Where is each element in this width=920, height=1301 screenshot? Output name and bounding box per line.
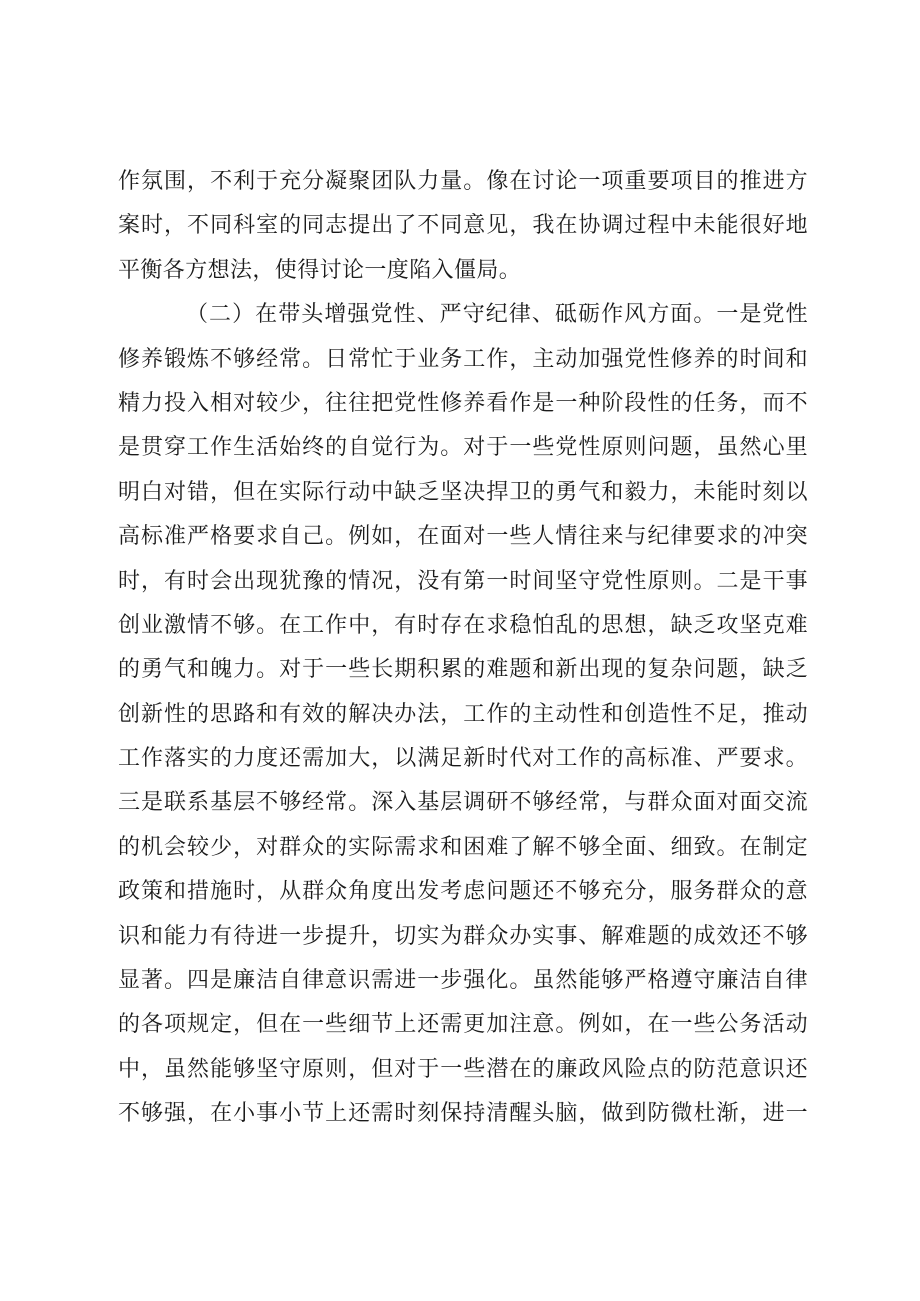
text-line: 创业激情不够。在工作中，有时存在求稳怕乱的思想，缺乏攻坚克难	[118, 612, 808, 638]
text-line: 的机会较少，对群众的实际需求和困难了解不够全面、细致。在制定	[118, 834, 808, 860]
text-line: 精力投入相对较少，往往把党性修养看作是一种阶段性的任务，而不	[118, 390, 808, 416]
text-line: 显著。四是廉洁自律意识需进一步强化。虽然能够严格遵守廉洁自律	[118, 968, 808, 994]
section-heading-line: （二）在带头增强党性、严守纪律、砥砺作风方面。一是党性	[186, 302, 808, 328]
text-line: 的各项规定，但在一些细节上还需更加注意。例如，在一些公务活动	[118, 1012, 808, 1038]
text-line: 创新性的思路和有效的解决办法，工作的主动性和创造性不足，推动	[118, 701, 808, 727]
text-line: 中，虽然能够坚守原则，但对于一些潜在的廉政风险点的防范意识还	[118, 1056, 808, 1082]
text-line: 明白对错，但在实际行动中缺乏坚决捍卫的勇气和毅力，未能时刻以	[118, 479, 808, 505]
text-line: 案时，不同科室的同志提出了不同意见，我在协调过程中未能很好地	[118, 213, 808, 239]
text-line: 作氛围，不利于充分凝聚团队力量。像在讨论一项重要项目的推进方	[118, 169, 808, 194]
text-line: 高标准严格要求自己。例如，在面对一些人情往来与纪律要求的冲突	[118, 524, 808, 550]
text-line: 的勇气和魄力。对于一些长期积累的难题和新出现的复杂问题，缺乏	[118, 657, 808, 683]
text-line: 时，有时会出现犹豫的情况，没有第一时间坚守党性原则。二是干事	[118, 568, 808, 594]
text-line: 是贯穿工作生活始终的自觉行为。对于一些党性原则问题，虽然心里	[118, 435, 808, 461]
text-line: 识和能力有待进一步提升，切实为群众办实事、解难题的成效还不够	[118, 923, 808, 949]
body-text	[118, 160, 808, 1137]
text-line: 平衡各方想法，使得讨论一度陷入僵局。	[118, 257, 522, 283]
text-line: 政策和措施时，从群众角度出发考虑问题还不够充分，服务群众的意	[118, 879, 808, 905]
text-line: 三是联系基层不够经常。深入基层调研不够经常，与群众面对面交流	[118, 790, 808, 816]
text-line: 修养锻炼不够经常。日常忙于业务工作，主动加强党性修养的时间和	[118, 346, 808, 372]
text-line: 不够强，在小事小节上还需时刻保持清醒头脑，做到防微杜渐，进一	[118, 1101, 808, 1127]
text-line: 工作落实的力度还需加大，以满足新时代对工作的高标准、严要求。	[118, 746, 808, 772]
